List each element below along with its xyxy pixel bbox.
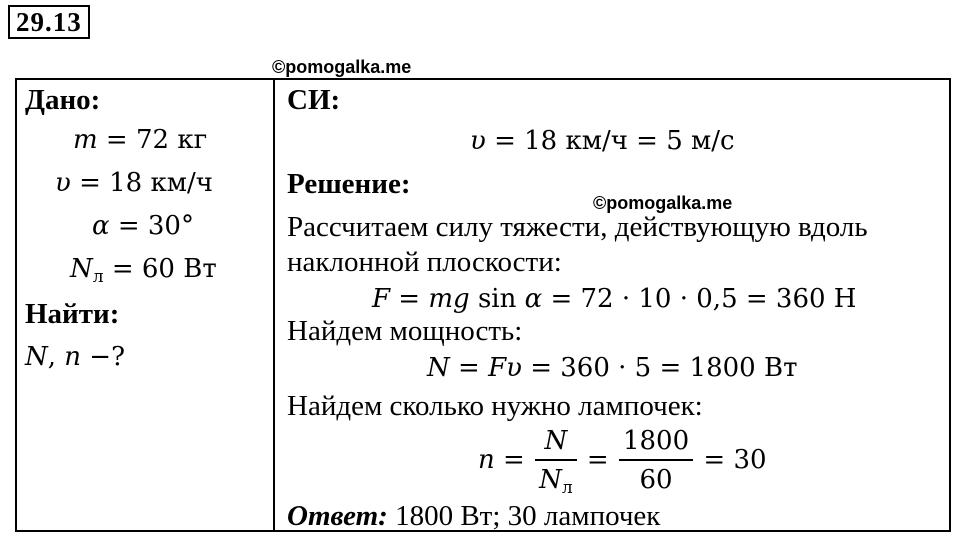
answer-line	[287, 499, 660, 533]
solution-text-line1: Рассчитаем силу тяжести, действующую вдоль	[287, 211, 868, 243]
answer-label: Ответ:	[287, 500, 388, 532]
given-angle: α = 30°	[92, 211, 194, 241]
given-speed: υ = 18 км/ч	[55, 168, 213, 198]
si-speed-conversion: υ = 18 км/ч = 5 м/с	[470, 126, 735, 156]
solution-text-line2: наклонной плоскости:	[287, 246, 562, 278]
given-mass: m = 72 кг	[73, 125, 208, 155]
equation-lamp-count: n = $\frac{N}{N_л}$ = $\frac{1800}{60}$ = 30	[478, 423, 767, 499]
given-lamp-power: $N_л = 60$ Вт	[70, 254, 217, 287]
watermark-top: ©pomogalka.me	[272, 57, 412, 77]
fraction-symbolic: $\frac{N}{N_л}$	[535, 423, 577, 499]
watermark-middle: ©pomogalka.me	[593, 193, 733, 213]
fraction-numeric: $\frac{1800}{60}$	[619, 423, 693, 499]
problem-number: 29.13	[8, 5, 90, 39]
si-heading: СИ:	[287, 84, 341, 116]
find-heading: Найти:	[25, 298, 120, 330]
column-divider	[273, 78, 275, 532]
equation-gravity-component: F = mg sin α = 72 · 10 · 0,5 = 360 Н	[372, 284, 857, 314]
solution-heading: Решение:	[287, 168, 411, 200]
equation-power: N = Fυ = 360 · 5 = 1800 Вт	[427, 353, 798, 383]
solution-text-line3: Найдем мощность:	[287, 315, 523, 347]
answer-text: 1800 Вт; 30 лампочек	[387, 500, 661, 532]
solution-text-line4: Найдем сколько нужно лампочек:	[287, 390, 703, 422]
find-unknowns: N, n −?	[25, 342, 126, 372]
given-heading: Дано:	[25, 84, 101, 116]
